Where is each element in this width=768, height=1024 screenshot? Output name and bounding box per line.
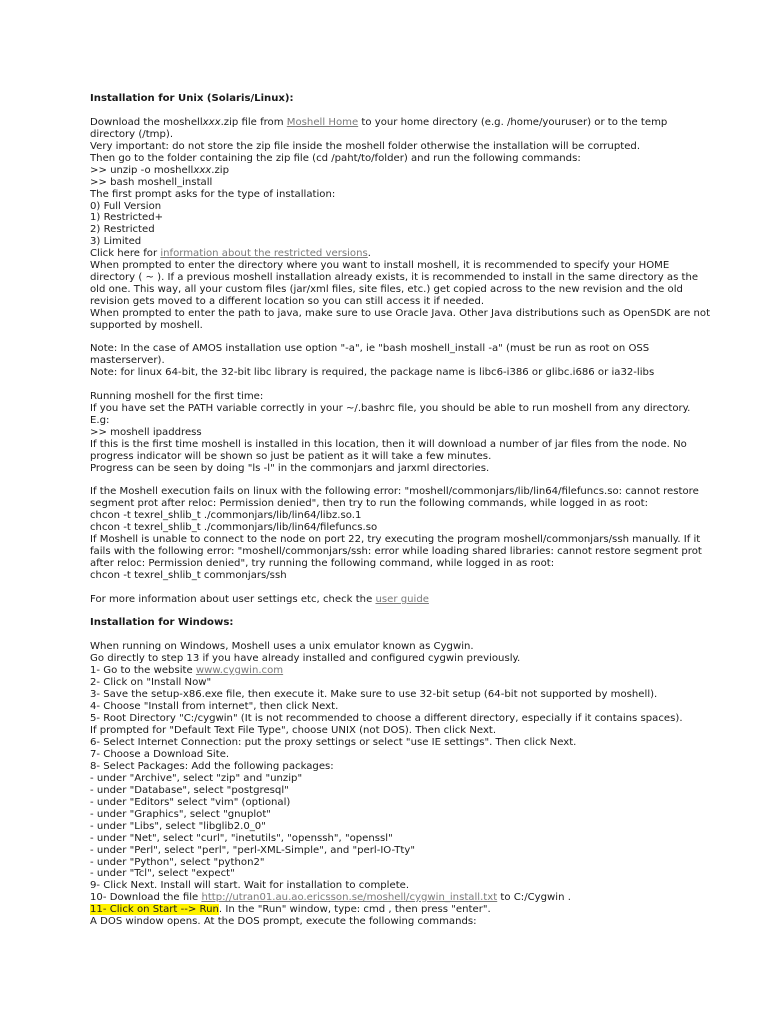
doc-line: When running on Windows, Moshell uses a unix emulator known as Cygwin. bbox=[90, 641, 474, 652]
doc-line: - under "Perl", select "perl", "perl-XML-Simple", and "perl-IO-Tty" bbox=[90, 845, 415, 856]
doc-line: If Moshell is unable to connect to the node on port 22, try executing the program moshell/commonjars/ssh manually. If it bbox=[90, 534, 701, 545]
moshell-home-link[interactable]: Moshell Home bbox=[286, 117, 359, 128]
cygwin-website-link[interactable]: www.cygwin.com bbox=[195, 665, 284, 676]
doc-line: E.g: bbox=[90, 415, 110, 426]
doc-line: - under "Archive", select "zip" and "unzip" bbox=[90, 773, 303, 784]
doc-line: - under "Database", select "postgresql" bbox=[90, 785, 289, 796]
doc-line: Click here for information about the restricted versions. bbox=[90, 248, 371, 259]
doc-line: Then go to the folder containing the zip file (cd /paht/to/folder) and run the following commands: bbox=[90, 153, 581, 164]
doc-line: 1) Restricted+ bbox=[90, 212, 164, 223]
doc-line: 3) Limited bbox=[90, 236, 142, 247]
doc-line: old one. This way, all your custom files (jar/xml files, site files, etc.) get copied across to the new revision and the old bbox=[90, 284, 683, 295]
doc-line: If you have set the PATH variable correctly in your ~/.bashrc file, you should be able to run moshell from any directory. bbox=[90, 403, 691, 414]
unix-install-heading: Installation for Unix (Solaris/Linux): bbox=[90, 93, 294, 104]
doc-line: Very important: do not store the zip file inside the moshell folder otherwise the installation will be corrupted. bbox=[90, 141, 641, 152]
user-guide-link[interactable]: user guide bbox=[375, 594, 429, 605]
doc-line: fails with the following error: "moshell/commonjars/ssh: error while loading shared libraries: cannot restore segment prot bbox=[90, 546, 702, 557]
doc-line: When prompted to enter the directory where you want to install moshell, it is recommended to specify your HOME bbox=[90, 260, 670, 271]
doc-line: 7- Choose a Download Site. bbox=[90, 749, 230, 760]
doc-line: The first prompt asks for the type of installation: bbox=[90, 189, 336, 200]
doc-line: 3- Save the setup-x86.exe file, then execute it. Make sure to use 32-bit setup (64-bit not supported by moshell). bbox=[90, 689, 658, 700]
doc-line: 4- Choose "Install from internet", then click Next. bbox=[90, 701, 339, 712]
doc-line: after reloc: Permission denied", try running the following command, while logged in as root: bbox=[90, 558, 555, 569]
doc-line: 1- Go to the website www.cygwin.com bbox=[90, 665, 284, 676]
doc-line: Download the moshellxxx.zip file from Moshell Home to your home directory (e.g. /home/youruser) or to the temp bbox=[90, 117, 668, 128]
doc-line: progress indicator will be shown so just be patient as it will take a few minutes. bbox=[90, 451, 492, 462]
doc-line: revision gets moved to a different location so you can still access it if needed. bbox=[90, 296, 485, 307]
doc-line: - under "Libs", select "libglib2.0_0" bbox=[90, 821, 266, 832]
doc-line: 8- Select Packages: Add the following packages: bbox=[90, 761, 334, 772]
doc-line: supported by moshell. bbox=[90, 320, 203, 331]
doc-line: 9- Click Next. Install will start. Wait for installation to complete. bbox=[90, 880, 410, 891]
doc-line: 0) Full Version bbox=[90, 201, 162, 212]
doc-line: >> moshell ipaddress bbox=[90, 427, 202, 438]
doc-line: 2- Click on "Install Now" bbox=[90, 677, 212, 688]
doc-line: When prompted to enter the path to java, make sure to use Oracle Java. Other Java distributions such as OpenSDK are not bbox=[90, 308, 711, 319]
doc-line: 5- Root Directory "C:/cygwin" (It is not recommended to choose a different directory, especially if it contains spaces). bbox=[90, 713, 683, 724]
doc-line: - under "Graphics", select "gnuplot" bbox=[90, 809, 271, 820]
doc-line: Go directly to step 13 if you have already installed and configured cygwin previously. bbox=[90, 653, 521, 664]
windows-install-heading: Installation for Windows: bbox=[90, 617, 234, 628]
doc-line: chcon -t texrel_shlib_t commonjars/ssh bbox=[90, 570, 287, 581]
doc-line: 11- Click on Start --> Run. In the "Run" window, type: cmd , then press "enter". bbox=[90, 904, 491, 915]
doc-line: 6- Select Internet Connection: put the proxy settings or select "use IE settings". Then click Next. bbox=[90, 737, 577, 748]
doc-line: segment prot after reloc: Permission denied", then try to run the following commands, while logged in as root: bbox=[90, 498, 649, 509]
doc-line: A DOS window opens. At the DOS prompt, execute the following commands: bbox=[90, 916, 477, 927]
cygwin-install-file-link[interactable]: http://utran01.au.ao.ericsson.se/moshell/cygwin_install.txt bbox=[201, 892, 498, 903]
doc-line: masterserver). bbox=[90, 355, 165, 366]
doc-line: - under "Editors" select "vim" (optional) bbox=[90, 797, 291, 808]
doc-line: - under "Net", select "curl", "inetutils", "openssh", "openssl" bbox=[90, 833, 393, 844]
doc-line: chcon -t texrel_shlib_t ./commonjars/lib/lin64/filefuncs.so bbox=[90, 522, 378, 533]
doc-line: directory ( ~ ). If a previous moshell installation already exists, it is recommended to install in the same directory as the bbox=[90, 272, 699, 283]
doc-line: - under "Tcl", select "expect" bbox=[90, 868, 235, 879]
highlighted-step: 11- Click on Start --> Run bbox=[90, 904, 219, 915]
doc-line: If the Moshell execution fails on linux with the following error: "moshell/commonjars/lib/lin64/filefuncs.so: cannot restore bbox=[90, 486, 699, 497]
doc-line: - under "Python", select "python2" bbox=[90, 857, 265, 868]
doc-line: 2) Restricted bbox=[90, 224, 155, 235]
doc-line: directory (/tmp). bbox=[90, 129, 174, 140]
doc-line: Note: for linux 64-bit, the 32-bit libc library is required, the package name is libc6-i386 or glibc.i686 or ia32-libs bbox=[90, 367, 655, 378]
doc-line: >> bash moshell_install bbox=[90, 177, 213, 188]
doc-line: Note: In the case of AMOS installation use option "-a", ie "bash moshell_install -a" (must be run as root on OSS bbox=[90, 343, 650, 354]
doc-line: For more information about user settings etc, check the user guide bbox=[90, 594, 429, 605]
doc-line: chcon -t texrel_shlib_t ./commonjars/lib/lin64/libz.so.1 bbox=[90, 510, 362, 521]
doc-line: >> unzip -o moshellxxx.zip bbox=[90, 165, 229, 176]
doc-line: Running moshell for the first time: bbox=[90, 391, 264, 402]
doc-line: 10- Download the file http://utran01.au.ao.ericsson.se/moshell/cygwin_install.txt to C:/Cygwin . bbox=[90, 892, 571, 903]
doc-line: If this is the first time moshell is installed in this location, then it will download a number of jar files from the node. No bbox=[90, 439, 687, 450]
doc-line: Progress can be seen by doing "ls -l" in the commonjars and jarxml directories. bbox=[90, 463, 490, 474]
restricted-versions-link[interactable]: information about the restricted versions bbox=[160, 248, 368, 259]
doc-line: If prompted for "Default Text File Type", choose UNIX (not DOS). Then click Next. bbox=[90, 725, 497, 736]
